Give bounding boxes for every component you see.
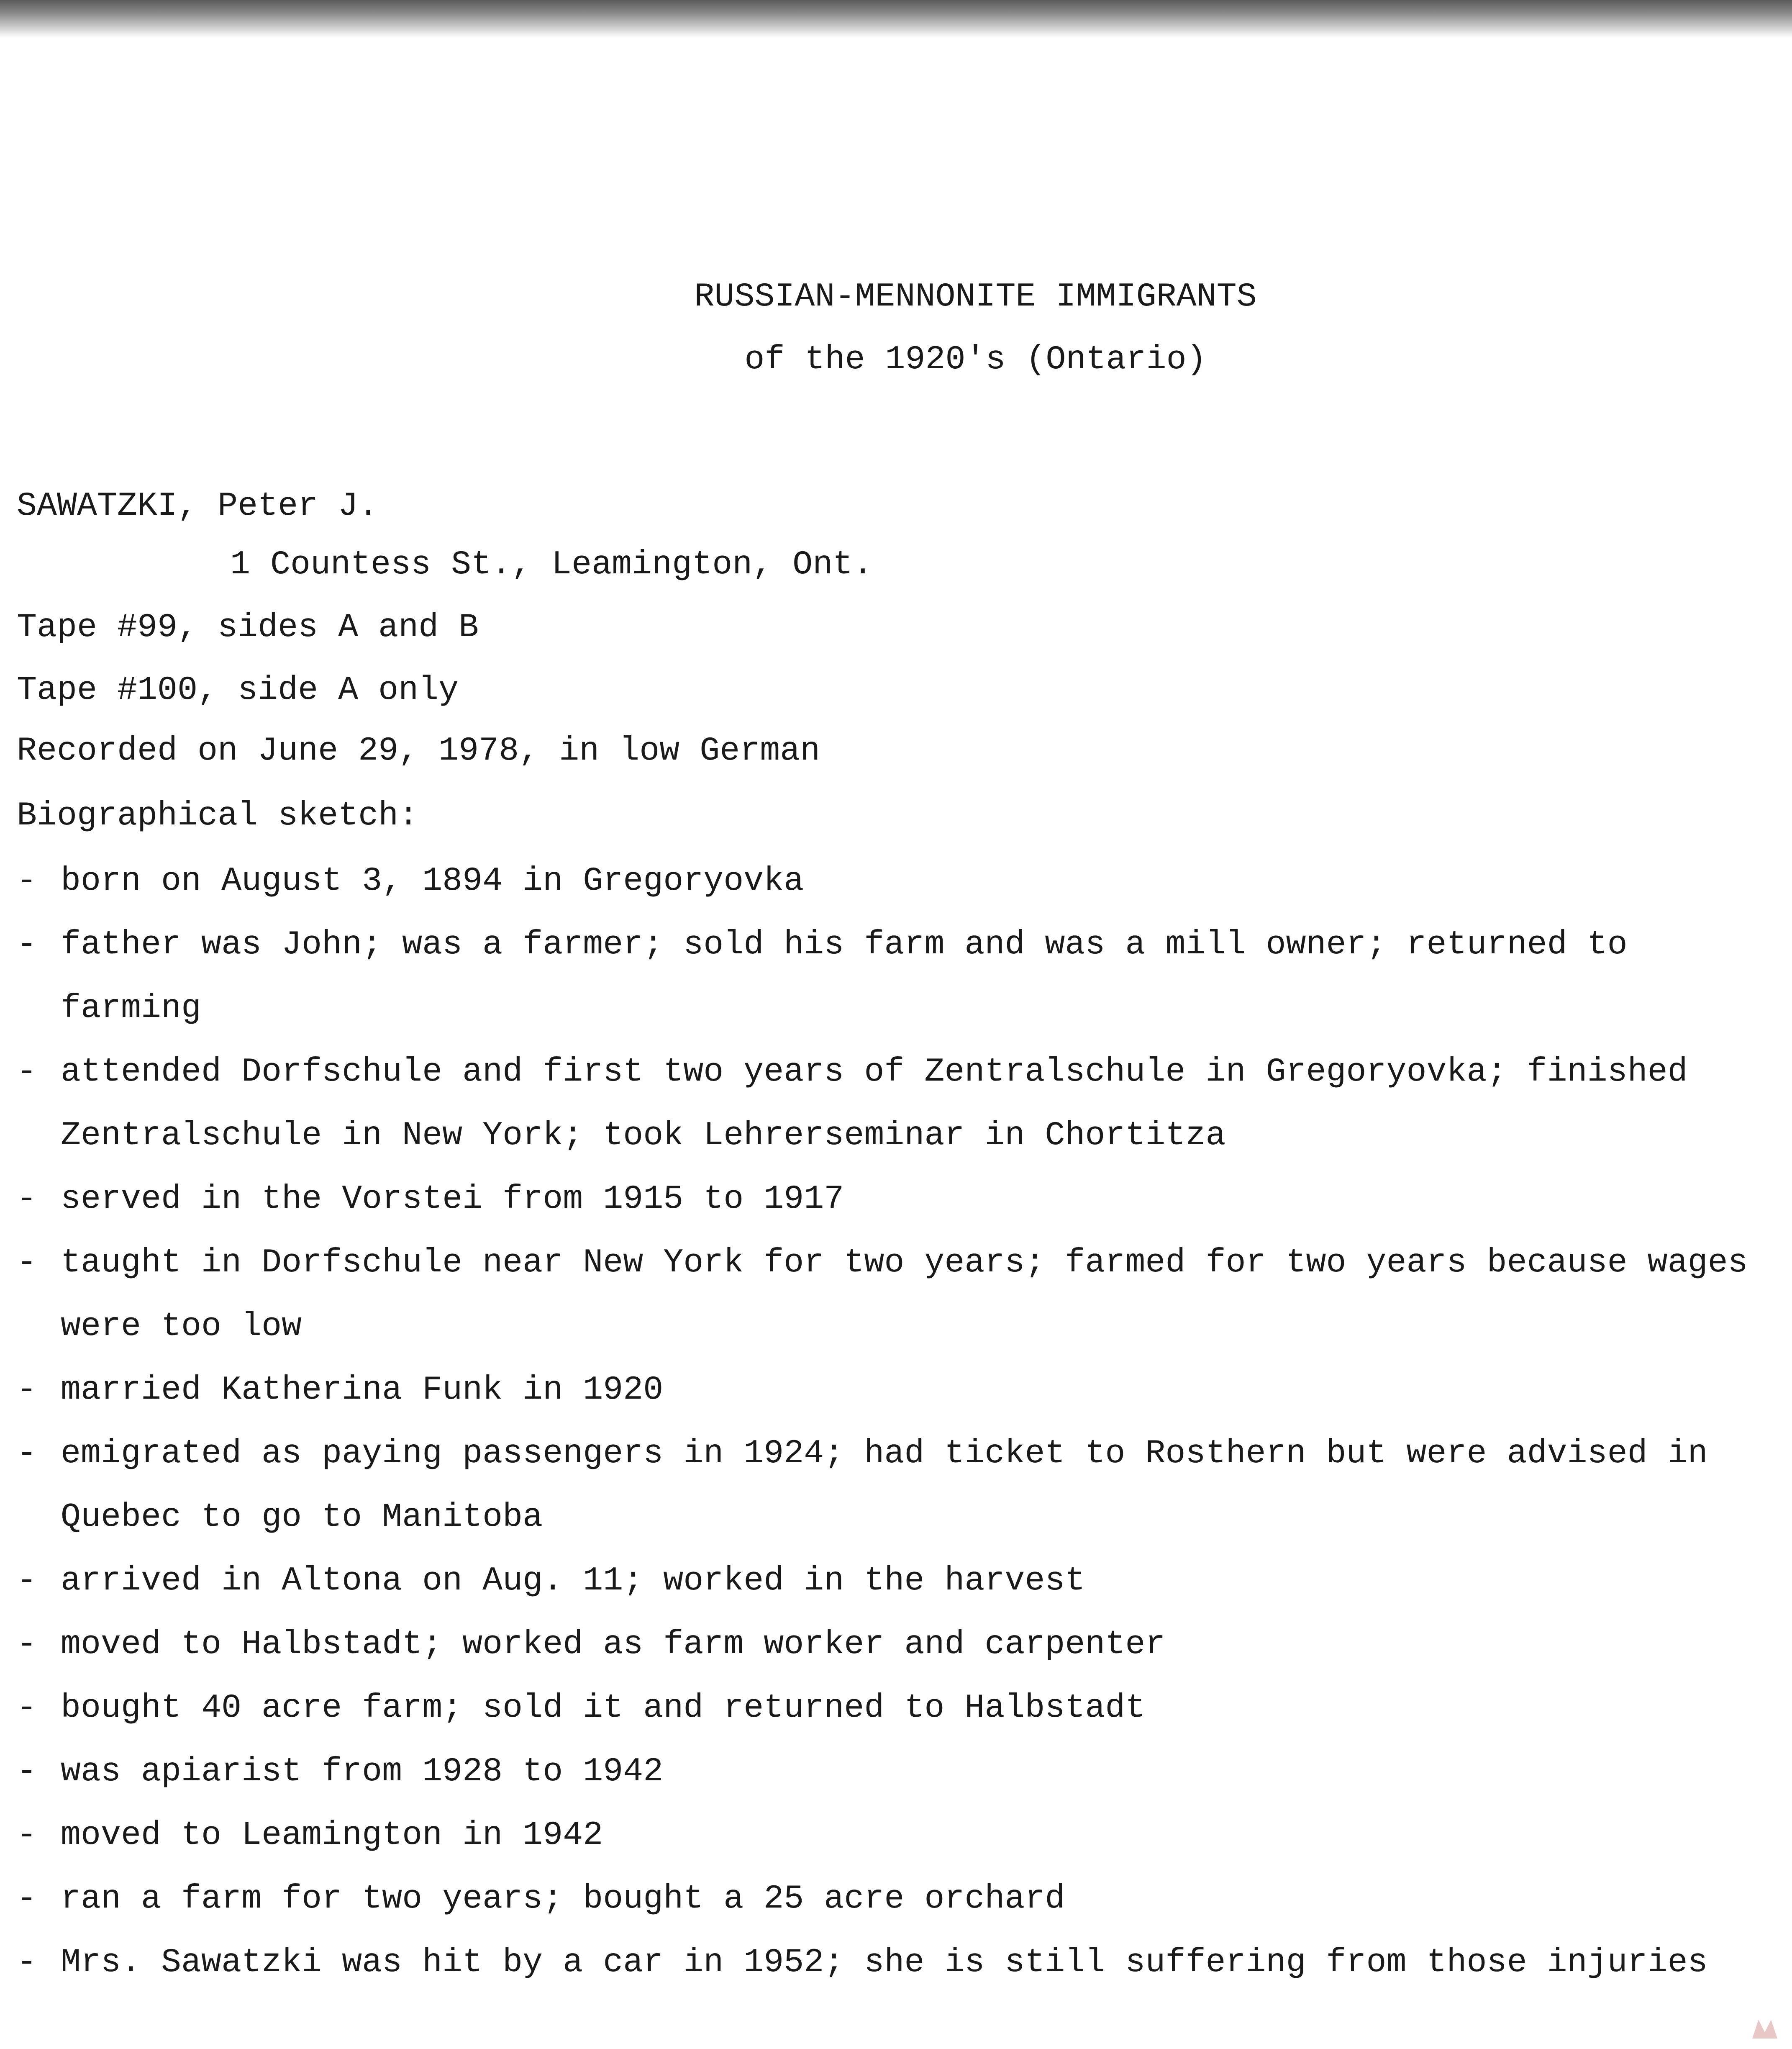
tape-info-2: Tape #100, side A only	[17, 671, 459, 709]
bullet-text: taught in Dorfschule near New York for two years; farmed for two years because wages were too low	[61, 1244, 1748, 1345]
biography-list	[17, 850, 1774, 1995]
bullet-dash: -	[17, 1371, 37, 1409]
bullet-dash: -	[17, 1244, 37, 1282]
bullet-text: attended Dorfschule and first two years of Zentralschule in Gregoryovka; finished Zentralschule in New York; took Lehrerseminar in Chortitza	[61, 1053, 1688, 1155]
bullet-text: bought 40 acre farm; sold it and returned to Halbstadt	[61, 1689, 1146, 1727]
bullet-text: ran a farm for two years; bought a 25 acre orchard	[61, 1880, 1065, 1918]
biography-item	[17, 1549, 1774, 1613]
bullet-text: arrived in Altona on Aug. 11; worked in the harvest	[61, 1562, 1085, 1600]
bullet-text: moved to Leamington in 1942	[61, 1816, 603, 1854]
bullet-text: Mrs. Sawatzki was hit by a car in 1952; she is still suffering from those injuries	[61, 1944, 1708, 1982]
bullet-dash: -	[17, 1944, 37, 1982]
bullet-dash: -	[17, 862, 37, 900]
biography-item	[17, 1677, 1774, 1740]
bullet-text: served in the Vorstei from 1915 to 1917	[61, 1180, 844, 1218]
bullet-text: married Katherina Funk in 1920	[61, 1371, 664, 1409]
bullet-dash: -	[17, 1816, 37, 1854]
bullet-text: emigrated as paying passengers in 1924; had ticket to Rosthern but were advised in Quebec to go to Manitoba	[61, 1435, 1708, 1536]
biography-item	[17, 1740, 1774, 1804]
sketch-heading: Biographical sketch:	[17, 797, 419, 835]
biography-item	[17, 1867, 1774, 1931]
tape-info-1: Tape #99, sides A and B	[17, 609, 479, 647]
bullet-dash: -	[17, 926, 37, 964]
biography-item	[17, 1804, 1774, 1867]
bullet-dash: -	[17, 1625, 37, 1664]
bullet-text: born on August 3, 1894 in Gregoryovka	[61, 862, 804, 900]
biography-item	[17, 850, 1774, 913]
bullet-text: moved to Halbstadt; worked as farm worker and carpenter	[61, 1625, 1166, 1664]
biography-item	[17, 1040, 1774, 1168]
bullet-dash: -	[17, 1435, 37, 1473]
biography-item	[17, 913, 1774, 1040]
interviewee-address: 1 Countess St., Leamington, Ont.	[230, 546, 873, 584]
bullet-dash: -	[17, 1053, 37, 1091]
bullet-dash: -	[17, 1753, 37, 1791]
biography-item	[17, 1422, 1774, 1549]
bullet-dash: -	[17, 1880, 37, 1918]
bullet-text: was apiarist from 1928 to 1942	[61, 1753, 664, 1791]
archive-logo-watermark	[1750, 2016, 1779, 2041]
biography-item	[17, 1231, 1774, 1358]
bullet-dash: -	[17, 1180, 37, 1218]
document-subtitle: of the 1920's (Ontario)	[744, 341, 1207, 379]
bullet-dash: -	[17, 1689, 37, 1727]
biography-item	[17, 1613, 1774, 1677]
bullet-dash: -	[17, 1562, 37, 1600]
interviewee-name: SAWATZKI, Peter J.	[17, 487, 379, 525]
bullet-text: father was John; was a farmer; sold his farm and was a mill owner; returned to farming	[61, 926, 1628, 1027]
recording-info: Recorded on June 29, 1978, in low German	[17, 732, 820, 770]
biography-item	[17, 1931, 1774, 1995]
document-title: RUSSIAN-MENNONITE IMMIGRANTS	[694, 278, 1257, 316]
biography-item	[17, 1358, 1774, 1422]
biography-item	[17, 1168, 1774, 1231]
